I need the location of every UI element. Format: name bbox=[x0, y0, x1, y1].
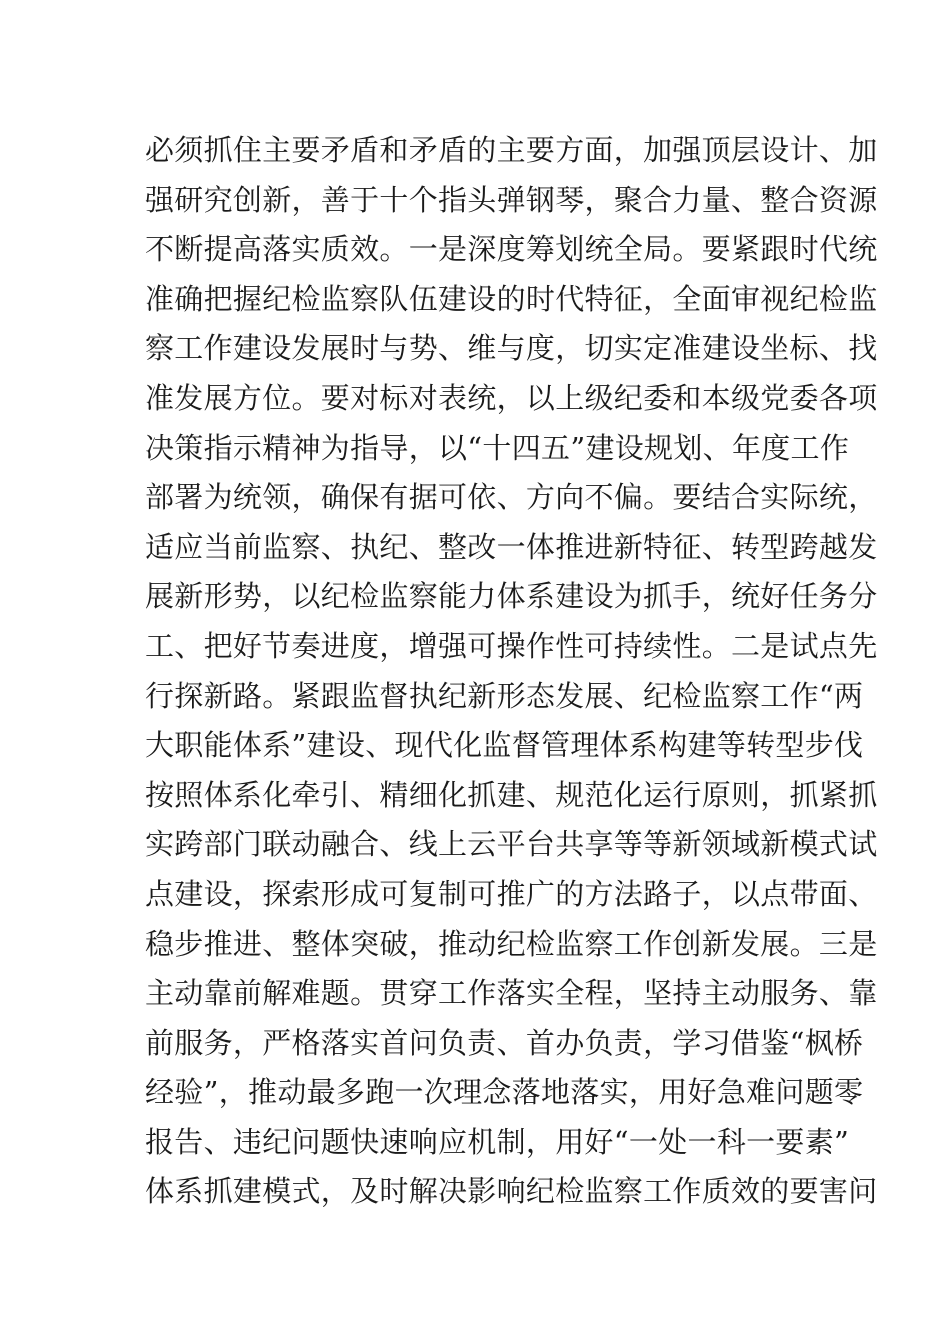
text-line: 前服务，严格落实首问负责、首办负责，学习借鉴“枫桥 bbox=[145, 1025, 864, 1060]
text-line: 察工作建设发展时与势、维与度，切实定准建设坐标、找 bbox=[145, 331, 878, 366]
text-line: 准确把握纪检监察队伍建设的时代特征，全面审视纪检监 bbox=[145, 281, 878, 316]
text-line: 经验”，推动最多跑一次理念落地落实，用好急难问题零 bbox=[145, 1075, 864, 1110]
text-line: 稳步推进、整体突破，推动纪检监察工作创新发展。三是 bbox=[145, 926, 878, 961]
text-line: 体系抓建模式，及时解决影响纪检监察工作质效的要害问 bbox=[145, 1174, 878, 1209]
text-line: 部署为统领，确保有据可依、方向不偏。要结合实际统， bbox=[145, 480, 878, 515]
text-line: 强研究创新，善于十个指头弹钢琴，聚合力量、整合资源 bbox=[145, 182, 878, 217]
text-line: 大职能体系”建设、现代化监督管理体系构建等转型步伐 bbox=[145, 728, 864, 763]
text-line: 按照体系化牵引、精细化抓建、规范化运行原则，抓紧抓 bbox=[145, 777, 878, 812]
text-line: 报告、违纪问题快速响应机制，用好“一处一科一要素” bbox=[145, 1124, 850, 1159]
text-line: 必须抓住主要矛盾和矛盾的主要方面，加强顶层设计、加 bbox=[145, 133, 878, 167]
text-line: 展新形势，以纪检监察能力体系建设为抓手，统好任务分 bbox=[145, 579, 878, 614]
text-line: 适应当前监察、执纪、整改一体推进新特征、转型跨越发 bbox=[145, 529, 878, 564]
text-line: 准发展方位。要对标对表统，以上级纪委和本级党委各项 bbox=[145, 380, 878, 415]
text-line: 点建设，探索形成可复制可推广的方法路子，以点带面、 bbox=[145, 876, 878, 911]
text-line: 实跨部门联动融合、线上云平台共享等等新领域新模式试 bbox=[145, 827, 878, 862]
text-line: 工、把好节奏进度，增强可操作性可持续性。二是试点先 bbox=[145, 628, 878, 663]
text-line: 行探新路。紧跟监督执纪新形态发展、纪检监察工作“两 bbox=[145, 678, 864, 713]
text-line: 决策指示精神为指导，以“十四五”建设规划、年度工作 bbox=[145, 430, 850, 465]
text-line: 主动靠前解难题。贯穿工作落实全程，坚持主动服务、靠 bbox=[145, 976, 878, 1011]
text-line: 不断提高落实质效。一是深度筹划统全局。要紧跟时代统 bbox=[145, 232, 878, 267]
body-paragraph bbox=[145, 126, 878, 1217]
